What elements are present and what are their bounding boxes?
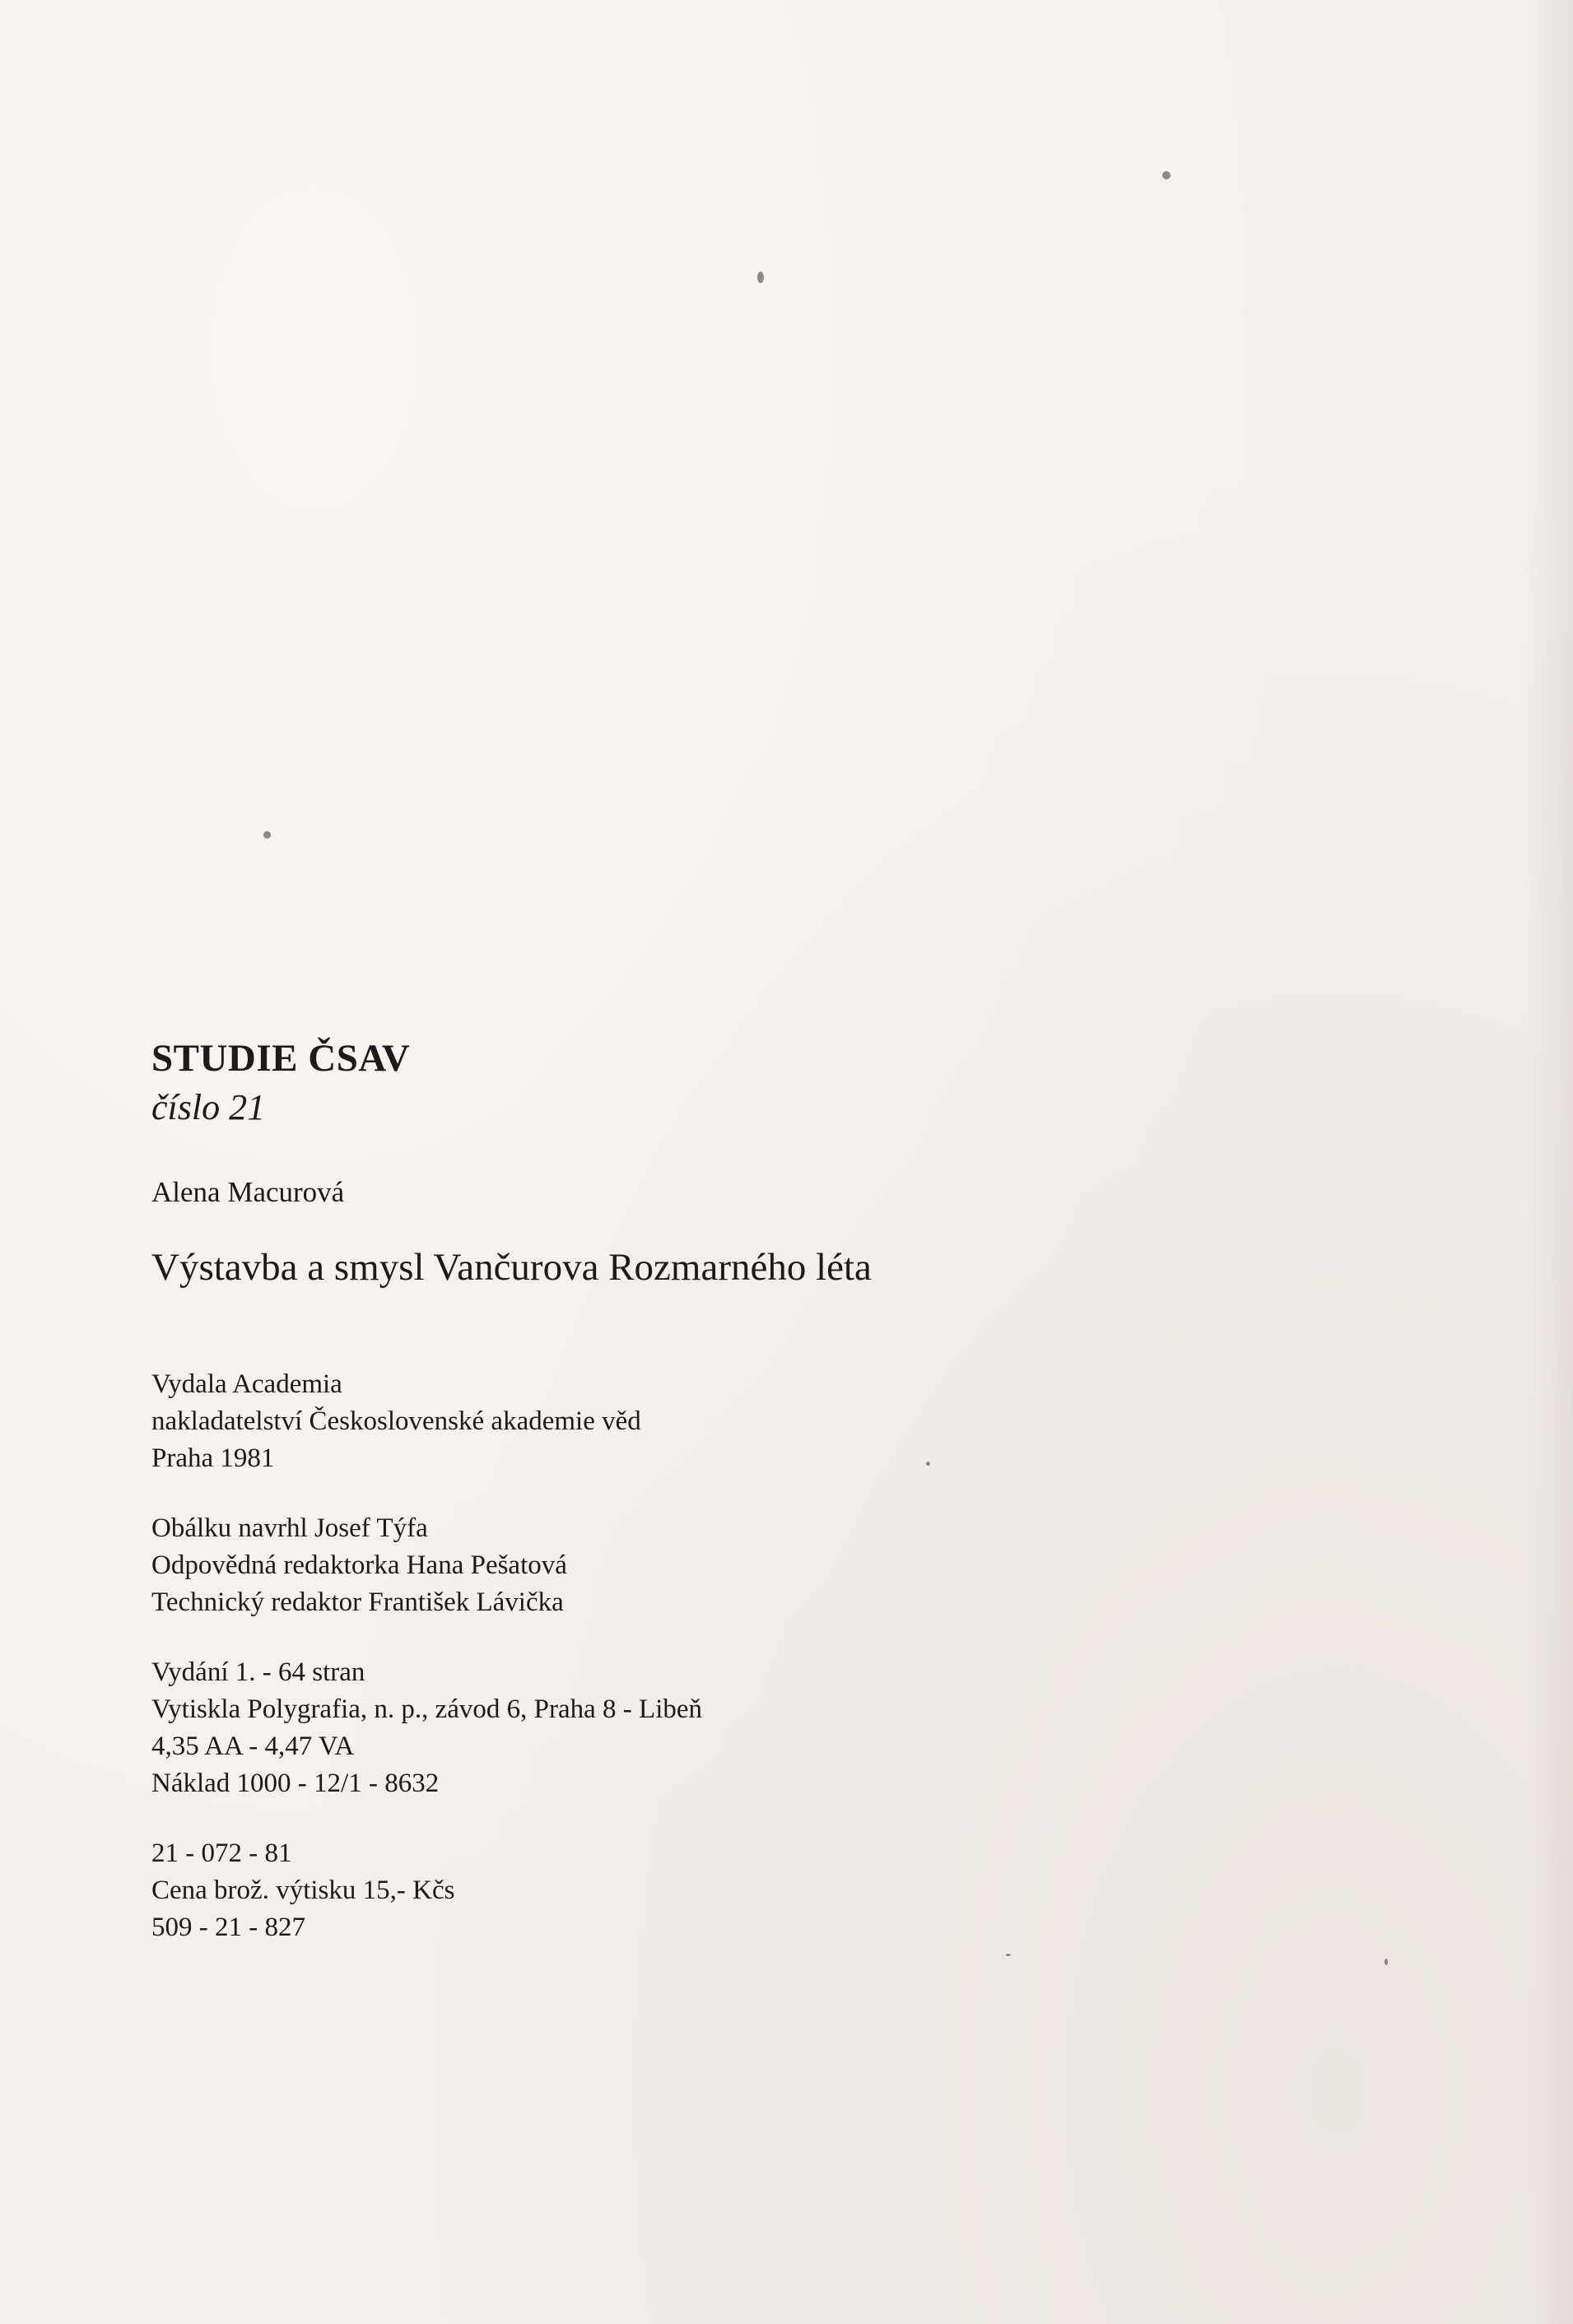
author-name: Alena Macurová: [151, 1176, 345, 1208]
printing-line: 4,35 AA - 4,47 VA: [151, 1731, 355, 1761]
colophon: [151, 1035, 1139, 1946]
paper-speck: [263, 831, 271, 839]
paper-speck: [1006, 1954, 1011, 1956]
printing-line: Vytiskla Polygrafia, n. p., závod 6, Praha 8 - Libeň: [151, 1694, 703, 1724]
credits-line: Odpovědná redaktorka Hana Pešatová: [151, 1550, 567, 1580]
printing-line: Vydání 1. - 64 stran: [151, 1657, 365, 1687]
codes-line: Cena brož. výtisku 15,- Kčs: [151, 1875, 455, 1905]
page-edge-shadow: [1524, 0, 1573, 2324]
codes-line: 509 - 21 - 827: [151, 1913, 305, 1942]
printing-line: Náklad 1000 - 12/1 - 8632: [151, 1769, 440, 1798]
publisher-line: nakladatelství Československé akademie věd: [151, 1406, 641, 1436]
paper-speck: [926, 1462, 930, 1466]
series-title: STUDIE ČSAV: [151, 1037, 411, 1080]
codes-block: [151, 1835, 1139, 1946]
codes-line: 21 - 072 - 81: [151, 1838, 292, 1868]
publisher-line: Vydala Academia: [151, 1369, 342, 1399]
credits-line: Technický redaktor František Lávička: [151, 1587, 564, 1617]
paper-speck: [1385, 1959, 1388, 1965]
publisher-line: Praha 1981: [151, 1443, 275, 1473]
credits-block: [151, 1510, 1139, 1621]
publisher-block: [151, 1366, 1139, 1477]
book-title: Výstavba a smysl Vančurova Rozmarného léta: [151, 1246, 872, 1289]
series-number: číslo 21: [151, 1087, 266, 1127]
printing-block: [151, 1654, 1139, 1802]
credits-line: Obálku navrhl Josef Týfa: [151, 1513, 428, 1543]
paper-speck: [757, 272, 764, 283]
paper-speck: [1162, 171, 1170, 179]
